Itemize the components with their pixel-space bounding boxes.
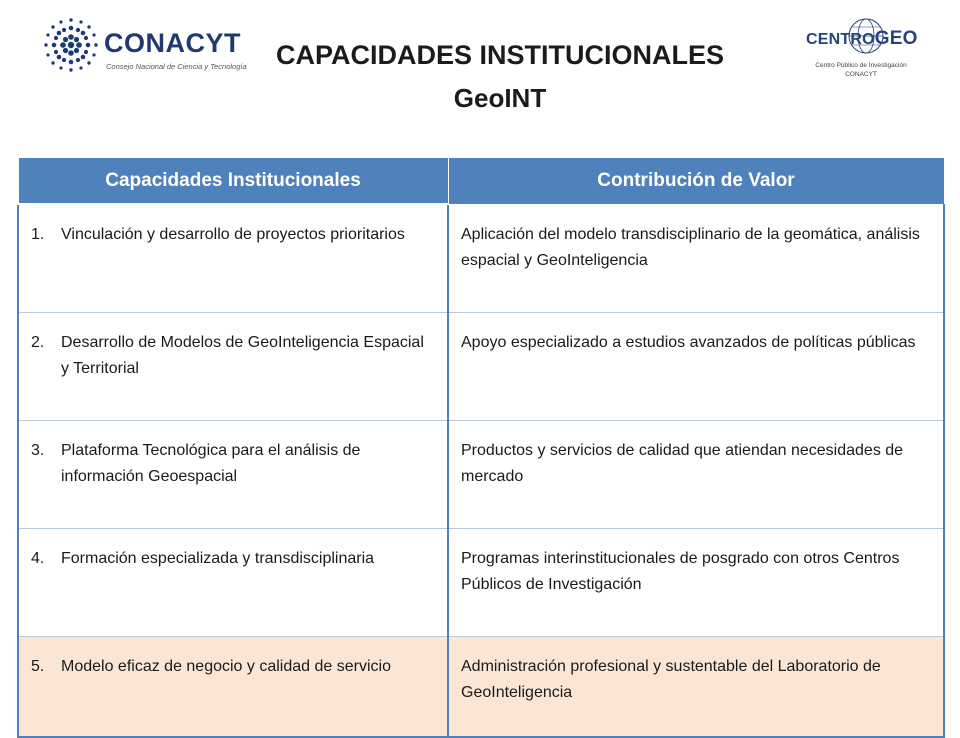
centrogeo-tagline: Centro Público de Investigación [815, 62, 907, 69]
table-row [18, 313, 944, 421]
capacity-text: Modelo eficaz de negocio y calidad de servicio [61, 658, 391, 675]
capacities-table [17, 157, 945, 738]
capacity-text: Desarrollo de Modelos de GeoInteligencia Espacial y Territorial [61, 334, 424, 377]
centrogeo-word-part2: GEO [874, 28, 918, 49]
conacyt-wordmark: CONACYT [104, 28, 241, 58]
capacity-cell [18, 529, 448, 637]
capacity-cell [18, 204, 448, 313]
column-header-value: Contribución de Valor [448, 158, 944, 205]
capacity-cell [18, 637, 448, 738]
value-cell: Administración profesional y sustentable del Laboratorio de GeoInteligencia [448, 637, 944, 738]
capacity-text: Plataforma Tecnológica para el análisis de información Geoespacial [61, 442, 361, 485]
page-subtitle: GeoINT [453, 83, 547, 113]
item-number: 3. [31, 442, 45, 459]
capacity-text: Formación especializada y transdisciplinaria [61, 550, 375, 567]
table-row [18, 421, 944, 529]
centrogeo-tagline-org: CONACYT [845, 71, 877, 78]
capacity-text: Vinculación y desarrollo de proyectos prioritarios [61, 226, 405, 243]
table-header-row [18, 158, 944, 205]
value-cell: Programas interinstitucionales de posgrado con otros Centros Públicos de Investigación [448, 529, 944, 637]
value-cell: Productos y servicios de calidad que atiendan necesidades de mercado [448, 421, 944, 529]
table-row [18, 204, 944, 313]
capacity-cell [18, 421, 448, 529]
column-header-capacities: Capacidades Institucionales [18, 158, 448, 205]
item-number: 4. [31, 550, 45, 567]
table-row-highlighted [18, 637, 944, 738]
capacity-cell [18, 313, 448, 421]
item-number: 2. [31, 334, 45, 351]
item-number: 1. [31, 226, 45, 243]
conacyt-tagline: Consejo Nacional de Ciencia y Tecnología [106, 62, 247, 71]
table-row [18, 529, 944, 637]
value-cell: Aplicación del modelo transdisciplinario de la geomática, análisis espacial y GeoInteligencia [448, 204, 944, 313]
centrogeo-word-part1: CENTRO [806, 31, 875, 48]
value-cell: Apoyo especializado a estudios avanzados de políticas públicas [448, 313, 944, 421]
item-number: 5. [31, 658, 45, 675]
page-title: CAPACIDADES INSTITUCIONALES [275, 40, 725, 70]
